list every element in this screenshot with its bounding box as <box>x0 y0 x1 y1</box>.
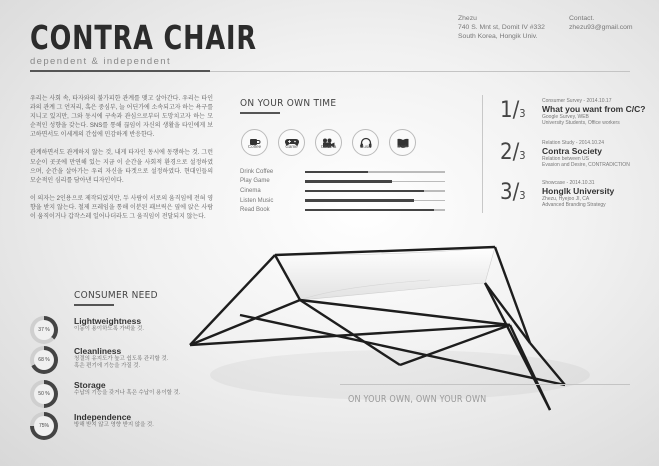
activity-bar <box>305 190 445 192</box>
slogan-divider <box>340 384 630 385</box>
activity-row <box>240 205 445 215</box>
intro-text <box>30 95 213 231</box>
step-desc: Zhezu, Hyejoo JI, CA <box>542 196 590 202</box>
step-number: 3/3 <box>500 180 526 205</box>
book-icon-label: Book <box>397 144 408 149</box>
address-name: Zhezu <box>458 15 477 22</box>
need-gauge-value: 75% <box>34 416 54 436</box>
need-title: Independence <box>74 412 132 422</box>
need-details <box>74 346 168 374</box>
need-title: Lightweightness <box>74 316 142 326</box>
activity-bar <box>305 181 445 183</box>
book-icon <box>389 129 416 156</box>
headphones-icon <box>352 129 379 156</box>
step-1 <box>500 98 645 126</box>
music-icon-label: Music <box>359 144 372 149</box>
step-desc: Advanced Branding Strategy <box>542 202 606 208</box>
address-block <box>458 14 545 42</box>
activity-label: Listen Music <box>240 197 274 204</box>
need-gauge-value: 68 % <box>34 350 54 370</box>
step-desc: University Students, Office workers <box>542 120 620 126</box>
need-item <box>30 316 144 344</box>
need-text: 혹은 편기에 기능을 가질 것. <box>74 363 141 369</box>
need-gauge-value: 37 % <box>34 320 54 340</box>
activity-row <box>240 167 445 177</box>
step-details <box>542 180 614 208</box>
activity-icon-row <box>240 129 417 151</box>
activity-row <box>240 177 445 187</box>
step-desc: Relation between US <box>542 156 589 162</box>
need-title: Cleanliness <box>74 346 122 356</box>
slogan: ON YOUR OWN, OWN YOUR OWN <box>348 394 487 405</box>
activity-cinema <box>314 129 343 151</box>
steps-divider <box>482 95 483 213</box>
activity-list <box>240 167 445 215</box>
step-3 <box>500 180 614 208</box>
own-time-title: ON YOUR OWN TIME <box>240 98 337 109</box>
step-heading: Contra Society <box>542 146 602 156</box>
step-number: 2/3 <box>500 140 526 165</box>
activity-label: Read Book <box>240 207 270 214</box>
activity-game <box>277 129 306 151</box>
consumer-need-title: CONSUMER NEED <box>74 290 158 301</box>
step-heading: Honglk University <box>542 186 615 196</box>
activity-bar-fill <box>305 209 434 212</box>
activity-coffee <box>240 129 269 151</box>
need-gauge-value: 50 % <box>34 384 54 404</box>
activity-bar-fill <box>305 180 392 183</box>
need-item <box>30 346 168 374</box>
step-details <box>542 140 630 168</box>
need-text: 청결의 유지도가 높고 쉽도록 관리할 것. <box>74 356 169 362</box>
step-number: 1/3 <box>500 98 526 123</box>
activity-book <box>388 129 417 151</box>
need-details <box>74 380 180 408</box>
need-item <box>30 380 180 408</box>
step-desc: Evasion and Desire, CONTRADICTION <box>542 162 630 168</box>
need-text: 수납의 기능을 갖거나 혹은 수납이 용이할 것. <box>74 390 181 396</box>
need-item <box>30 412 154 440</box>
cinema-icon-label: Cinema <box>320 144 337 149</box>
step-meta: Relation Study - 2014.10.24 <box>542 140 604 146</box>
own-time-underline <box>240 112 280 114</box>
address-street: 740 S. Mnt st, Domit IV #332 <box>458 24 545 32</box>
activity-label: Play Game <box>240 178 270 185</box>
step-meta: Showcase - 2014.10.31 <box>542 180 595 186</box>
need-gauge <box>30 346 58 374</box>
need-text: 이동이 용이하도록 가벼울 것. <box>74 326 144 332</box>
intro-paragraph: 이 의자는 2인용으로 제작되었지만, 두 사람이 서로의 움직임에 전혀 영향을 받지 않는다. 철제 프레임을 통해 이분된 패브릭은 옆에 앉은 사람이 움직이거나 갑작스레 일어나더라도 그 움직임이 전달되지 않는다. <box>30 195 213 221</box>
need-text: 방해 받지 않고 영향 받지 않을 것. <box>74 422 154 428</box>
step-heading: What you want from C/C? <box>542 104 646 114</box>
game-icon-label: Game <box>285 144 298 149</box>
step-desc: Google Survey, WEB <box>542 114 589 120</box>
address-city: South Korea, Hongik Univ. <box>458 33 538 41</box>
step-meta: Consumer Survey - 2014.10.17 <box>542 98 612 104</box>
activity-bar <box>305 171 445 173</box>
game-icon <box>278 129 305 156</box>
coffee-icon <box>241 129 268 156</box>
need-title: Storage <box>74 380 106 390</box>
activity-row <box>240 186 445 196</box>
header-divider-accent <box>30 70 210 72</box>
intro-paragraph: 우리는 사회 속, 타자와의 불가피한 관계를 맺고 살아간다. 우리는 타인과의 관계 그 언저리, 혹은 중심부, 늘 어딘가에 소속되고자 하는 욕구를 지니고 있지만, 그와 동시에 구속과 관심으로부터 도망치고자 하는 모순적인 성향을 갖는다. SNS를 통해 끊임이 자신의 생활을 타인에게 보고하면서도 이세계의 간섭에 민감하게 반응한다. <box>30 96 213 139</box>
contact-email[interactable]: zhezu93@gmail.com <box>569 24 633 32</box>
activity-bar-fill <box>305 190 424 193</box>
activity-bar-fill <box>305 199 414 202</box>
need-details <box>74 412 154 440</box>
activity-label: Cinema <box>240 187 261 194</box>
intro-paragraph: 관계하면서도 관계하지 않는 것, 내게 타자인 동시에 동행하는 것. 그런 모순이 곳곳에 만연해 있는 지금 이 순간을 사회적 환경으로 설정하였으며, 순간을 살아가는 우리 자신을 타겟으로 설정하였다. 현대인들의 모순적인 심리를 담아낸 디자인이다. <box>30 150 213 184</box>
page-subtitle: dependent & independent <box>30 56 172 67</box>
contact-block <box>569 14 633 32</box>
activity-bar <box>305 209 445 211</box>
step-2 <box>500 140 630 168</box>
contact-label: Contact. <box>569 15 595 22</box>
consumer-need-underline <box>74 304 114 306</box>
activity-label: Drink Coffee <box>240 168 274 175</box>
need-gauge <box>30 380 58 408</box>
activity-music <box>351 129 380 151</box>
coffee-icon-label: Coffee <box>247 144 262 149</box>
step-details <box>542 98 645 126</box>
page-title: CONTRA CHAIR <box>30 18 257 57</box>
activity-bar-fill <box>305 171 368 174</box>
activity-row <box>240 196 445 206</box>
need-gauge <box>30 412 58 440</box>
need-gauge <box>30 316 58 344</box>
need-details <box>74 316 144 344</box>
cinema-icon <box>315 129 342 156</box>
activity-bar <box>305 200 445 202</box>
